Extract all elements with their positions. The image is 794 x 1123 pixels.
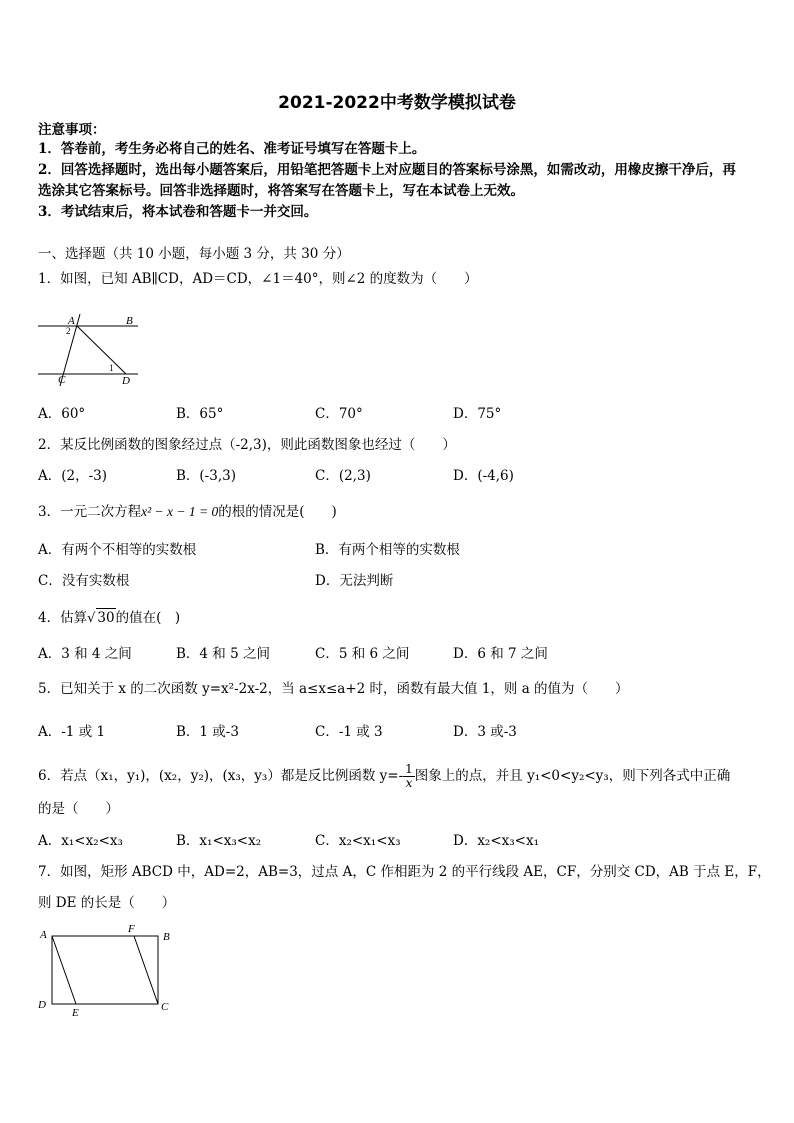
q2-option-b[interactable]: B．(-3,3) — [176, 468, 236, 484]
q5-option-a[interactable]: A．-1 或 1 — [38, 724, 106, 740]
q2-option-c[interactable]: C．(2,3) — [315, 468, 371, 484]
note-2-line-2: 选涂其它答案标号。回答非选择题时，将答案写在答题卡上，写在本试卷上无效。 — [38, 183, 524, 199]
line-ad — [77, 326, 126, 374]
angle-1-label: 1 — [109, 363, 114, 373]
q6-stem-line-2: 的是（ ） — [38, 801, 119, 817]
note-1: 1．答卷前，考生务必将自己的姓名、准考证号填写在答题卡上。 — [38, 141, 426, 157]
label-b: B — [163, 931, 170, 943]
label-a: A — [68, 315, 75, 327]
q3-equation: x² − x − 1 = 0 — [141, 504, 219, 519]
q4-stem-pre: 4．估算 — [38, 610, 88, 626]
label-d: D — [122, 375, 130, 387]
segment-ae — [52, 936, 76, 1004]
q3-stem — [38, 503, 337, 521]
note-3: 3．考试结束后，将本试卷和答题卡一并交回。 — [38, 204, 318, 220]
q4-option-a[interactable]: A．3 和 4 之间 — [38, 646, 132, 662]
q6-option-a[interactable]: A．x₁<x₂<x₃ — [38, 833, 123, 849]
q1-option-a[interactable]: A．60° — [38, 406, 86, 422]
label-e: E — [72, 1007, 79, 1019]
q6-stem-pre: 6．若点（x₁，y₁)，(x₂，y₂)，(x₃，y₃）都是反比例函数 y=- — [38, 768, 404, 784]
q5-option-c[interactable]: C．-1 或 3 — [315, 724, 383, 740]
q6-stem — [38, 763, 730, 790]
notes-heading: 注意事项： — [38, 122, 106, 138]
q3-option-a[interactable]: A．有两个不相等的实数根 — [38, 542, 197, 558]
q7-stem-line-2: 则 DE 的长是（ ） — [38, 895, 176, 911]
q3-option-c[interactable]: C．没有实数根 — [38, 573, 130, 589]
q6-option-c[interactable]: C．x₂<x₁<x₃ — [315, 833, 401, 849]
label-d: D — [38, 999, 46, 1011]
label-c: C — [161, 1001, 169, 1013]
label-b: B — [126, 315, 133, 327]
q5-option-d[interactable]: D．3 或-3 — [453, 724, 517, 740]
q7-stem-line-1: 7．如图，矩形 ABCD 中，AD=2，AB=3，过点 A，C 作相距为 2 的平行线段 AE，CF，分别交 CD，AB 于点 E，F， — [38, 864, 771, 880]
q6-option-b[interactable]: B．x₁<x₃<x₂ — [176, 833, 262, 849]
exam-title: 2021-2022中考数学模拟试卷 — [278, 93, 516, 113]
q6-option-d[interactable]: D．x₂<x₃<x₁ — [453, 833, 540, 849]
q4-option-c[interactable]: C．5 和 6 之间 — [315, 646, 410, 662]
q1-figure — [36, 312, 140, 388]
q4-stem-post: 的值在( ) — [115, 610, 181, 626]
fraction-denominator: x — [405, 776, 413, 790]
label-a: A — [40, 929, 47, 941]
q5-option-b[interactable]: B．1 或-3 — [176, 724, 239, 740]
q3-stem-pre: 3．一元二次方程 — [38, 504, 142, 520]
q2-stem: 2．某反比例函数的图象经过点（-2,3)，则此函数图象也经过（ ） — [38, 437, 456, 453]
q3-stem-post: 的根的情况是( ) — [218, 504, 337, 520]
q1-option-c[interactable]: C．70° — [315, 406, 363, 422]
sqrt-radicand: 30 — [97, 610, 115, 626]
q3-option-d[interactable]: D．无法判断 — [315, 573, 394, 589]
rectangle-abcd — [52, 936, 158, 1004]
angle-2-label: 2 — [66, 326, 71, 336]
q4-option-b[interactable]: B．4 和 5 之间 — [176, 646, 270, 662]
note-2-line-1: 2．回答选择题时，选出每小题答案后，用铅笔把答题卡上对应题目的答案标号涂黑，如需改动，用橡皮擦干净后，再 — [38, 162, 736, 178]
section-heading: 一、选择题（共 10 小题，每小题 3 分，共 30 分） — [38, 246, 350, 262]
segment-cf — [134, 936, 158, 1004]
q1-option-b[interactable]: B．65° — [176, 406, 224, 422]
q2-option-d[interactable]: D．(-4,6) — [453, 468, 514, 484]
label-f: F — [128, 923, 135, 935]
q1-stem: 1．如图，已知 AB∥CD，AD＝CD，∠1＝40°，则∠2 的度数为（ ） — [38, 271, 478, 287]
q4-option-d[interactable]: D．6 和 7 之间 — [453, 646, 548, 662]
q1-option-d[interactable]: D．75° — [453, 406, 502, 422]
q2-option-a[interactable]: A．(2，-3) — [38, 468, 108, 484]
q4-stem: 4．估算√ 30的值在( ) — [38, 610, 181, 626]
q5-stem: 5．已知关于 x 的二次函数 y=x²-2x-2，当 a≤x≤a+2 时，函数有最大值 1，则 a 的值为（ ） — [38, 681, 629, 697]
q6-fraction — [403, 763, 415, 790]
q6-stem-post: 图象上的点，并且 y₁<0<y₂<y₃，则下列各式中正确 — [414, 768, 731, 784]
label-c: C — [58, 374, 66, 386]
q7-figure — [36, 924, 176, 1018]
fraction-numerator: 1 — [405, 762, 413, 776]
q3-option-b[interactable]: B．有两个相等的实数根 — [315, 542, 460, 558]
